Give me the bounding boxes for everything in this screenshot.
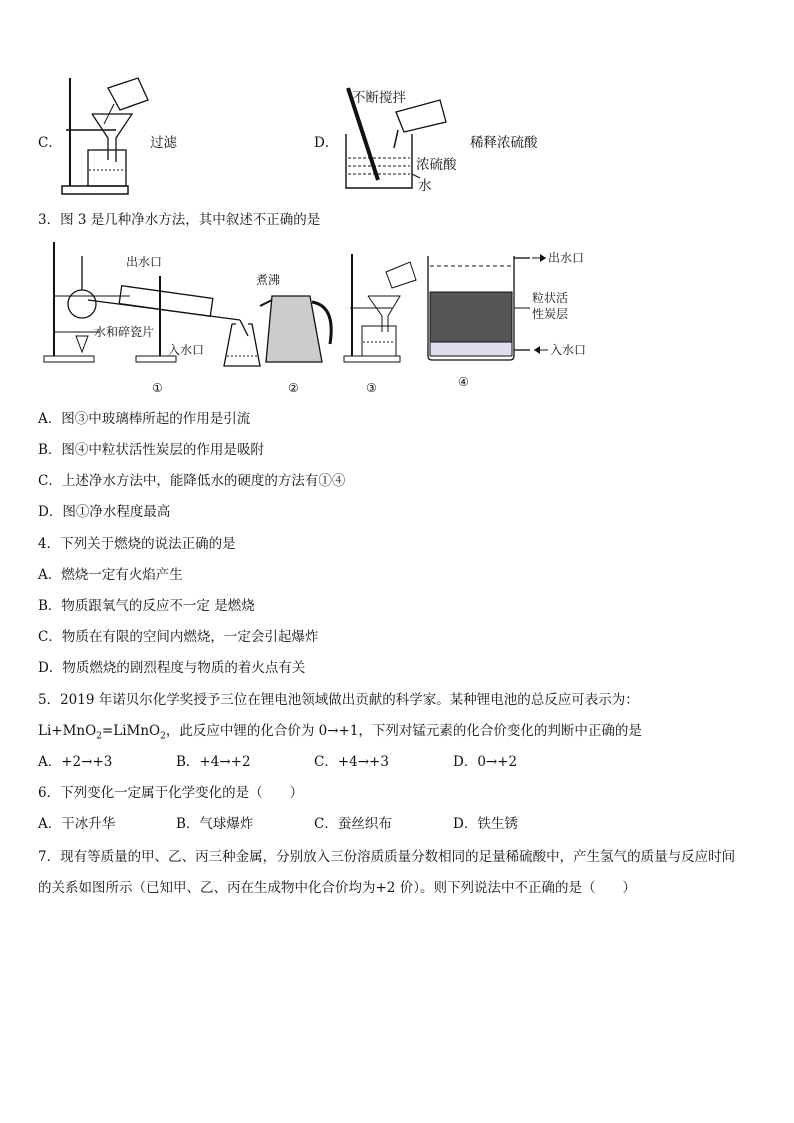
q5-formula-c: ，此反应中锂的化合价为 0→+1，下列对锰元素的化合价变化的判断中正确的是 — [165, 723, 642, 739]
q5-sub-2: 2 — [160, 731, 166, 742]
q7-stem-1: 7．现有等质量的甲、乙、丙三种金属，分别放入三份溶质质量分数相同的足量稀硫酸中，产生氢气的质量与反应时间 — [38, 849, 736, 865]
q4-option-a: A．燃烧一定有火焰产生 — [38, 567, 183, 583]
option-d-letter: D． — [314, 135, 339, 151]
q6-option-d: D．铁生锈 — [453, 816, 518, 832]
fig-label-3: ③ — [366, 381, 377, 395]
label-inlet4: 入水口 — [550, 343, 587, 357]
q5-option-b: B．+4→+2 — [176, 754, 251, 770]
q6-stem: 6．下列变化一定属于化学变化的是（ ） — [38, 785, 304, 801]
option-c-caption: 过滤 — [150, 135, 177, 151]
q5-formula-a: Li+MnO — [38, 723, 97, 739]
option-c-letter: C． — [38, 135, 62, 151]
label-dilute-acid: 稀释浓硫酸 — [470, 135, 538, 151]
q5-stem-1: 5．2019 年诺贝尔化学奖授予三位在锂电池领域做出贡献的科学家。某种锂电池的总反应可表示为： — [38, 692, 639, 708]
q4-option-d: D．物质燃烧的剧烈程度与物质的着火点有关 — [38, 660, 306, 676]
label-outlet4: 出水口 — [548, 251, 585, 265]
q3-stem: 3．图 3 是几种净水方法，其中叙述不正确的是 — [38, 212, 321, 228]
q4-option-b: B．物质跟氧气的反应不一定 是燃烧 — [38, 598, 255, 614]
q6-option-b: B．气球爆炸 — [176, 816, 254, 832]
q5-option-d: D．0→+2 — [453, 754, 518, 770]
label-stir: 不断搅拌 — [352, 90, 406, 106]
q5-stem-2 — [38, 719, 642, 742]
label-water: 水 — [418, 178, 432, 194]
label-carbon-1: 粒状活 — [532, 291, 569, 305]
q5-option-a: A．+2→+3 — [38, 754, 113, 770]
q5-formula-b: =LiMnO — [101, 723, 161, 739]
q7-stem-2: 的关系如图所示（已知甲、乙、丙在生成物中化合价均为+2 价）。则下列说法中不正确的是（ ） — [38, 880, 636, 896]
q3-option-d: D．图①净水程度最高 — [38, 504, 171, 520]
fig-label-1: ① — [152, 381, 163, 395]
q4-stem: 4．下列关于燃烧的说法正确的是 — [38, 536, 236, 552]
water-purification-figure — [40, 236, 600, 396]
label-outlet: 出水口 — [126, 255, 163, 269]
q6-option-a: A．干冰升华 — [38, 816, 116, 832]
label-inlet: 入水口 — [168, 343, 205, 357]
q5-sub-1: 2 — [96, 731, 102, 742]
label-conc-acid: 浓硫酸 — [416, 157, 457, 173]
q3-option-c: C．上述净水方法中，能降低水的硬度的方法有①④ — [38, 473, 346, 489]
label-chips: 水和碎瓷片 — [94, 325, 155, 339]
fig-label-2: ② — [288, 381, 299, 395]
q3-option-b: B．图④中粒状活性炭层的作用是吸附 — [38, 442, 264, 458]
q5-option-c: C．+4→+3 — [314, 754, 389, 770]
fig-label-4: ④ — [458, 375, 469, 389]
label-carbon-2: 性炭层 — [532, 307, 569, 321]
q3-option-a: A．图③中玻璃棒所起的作用是引流 — [38, 411, 251, 427]
q4-option-c: C．物质在有限的空间内燃烧，一定会引起爆炸 — [38, 629, 319, 645]
q6-option-c: C．蚕丝织布 — [314, 816, 392, 832]
label-boil: 煮沸 — [256, 273, 281, 287]
